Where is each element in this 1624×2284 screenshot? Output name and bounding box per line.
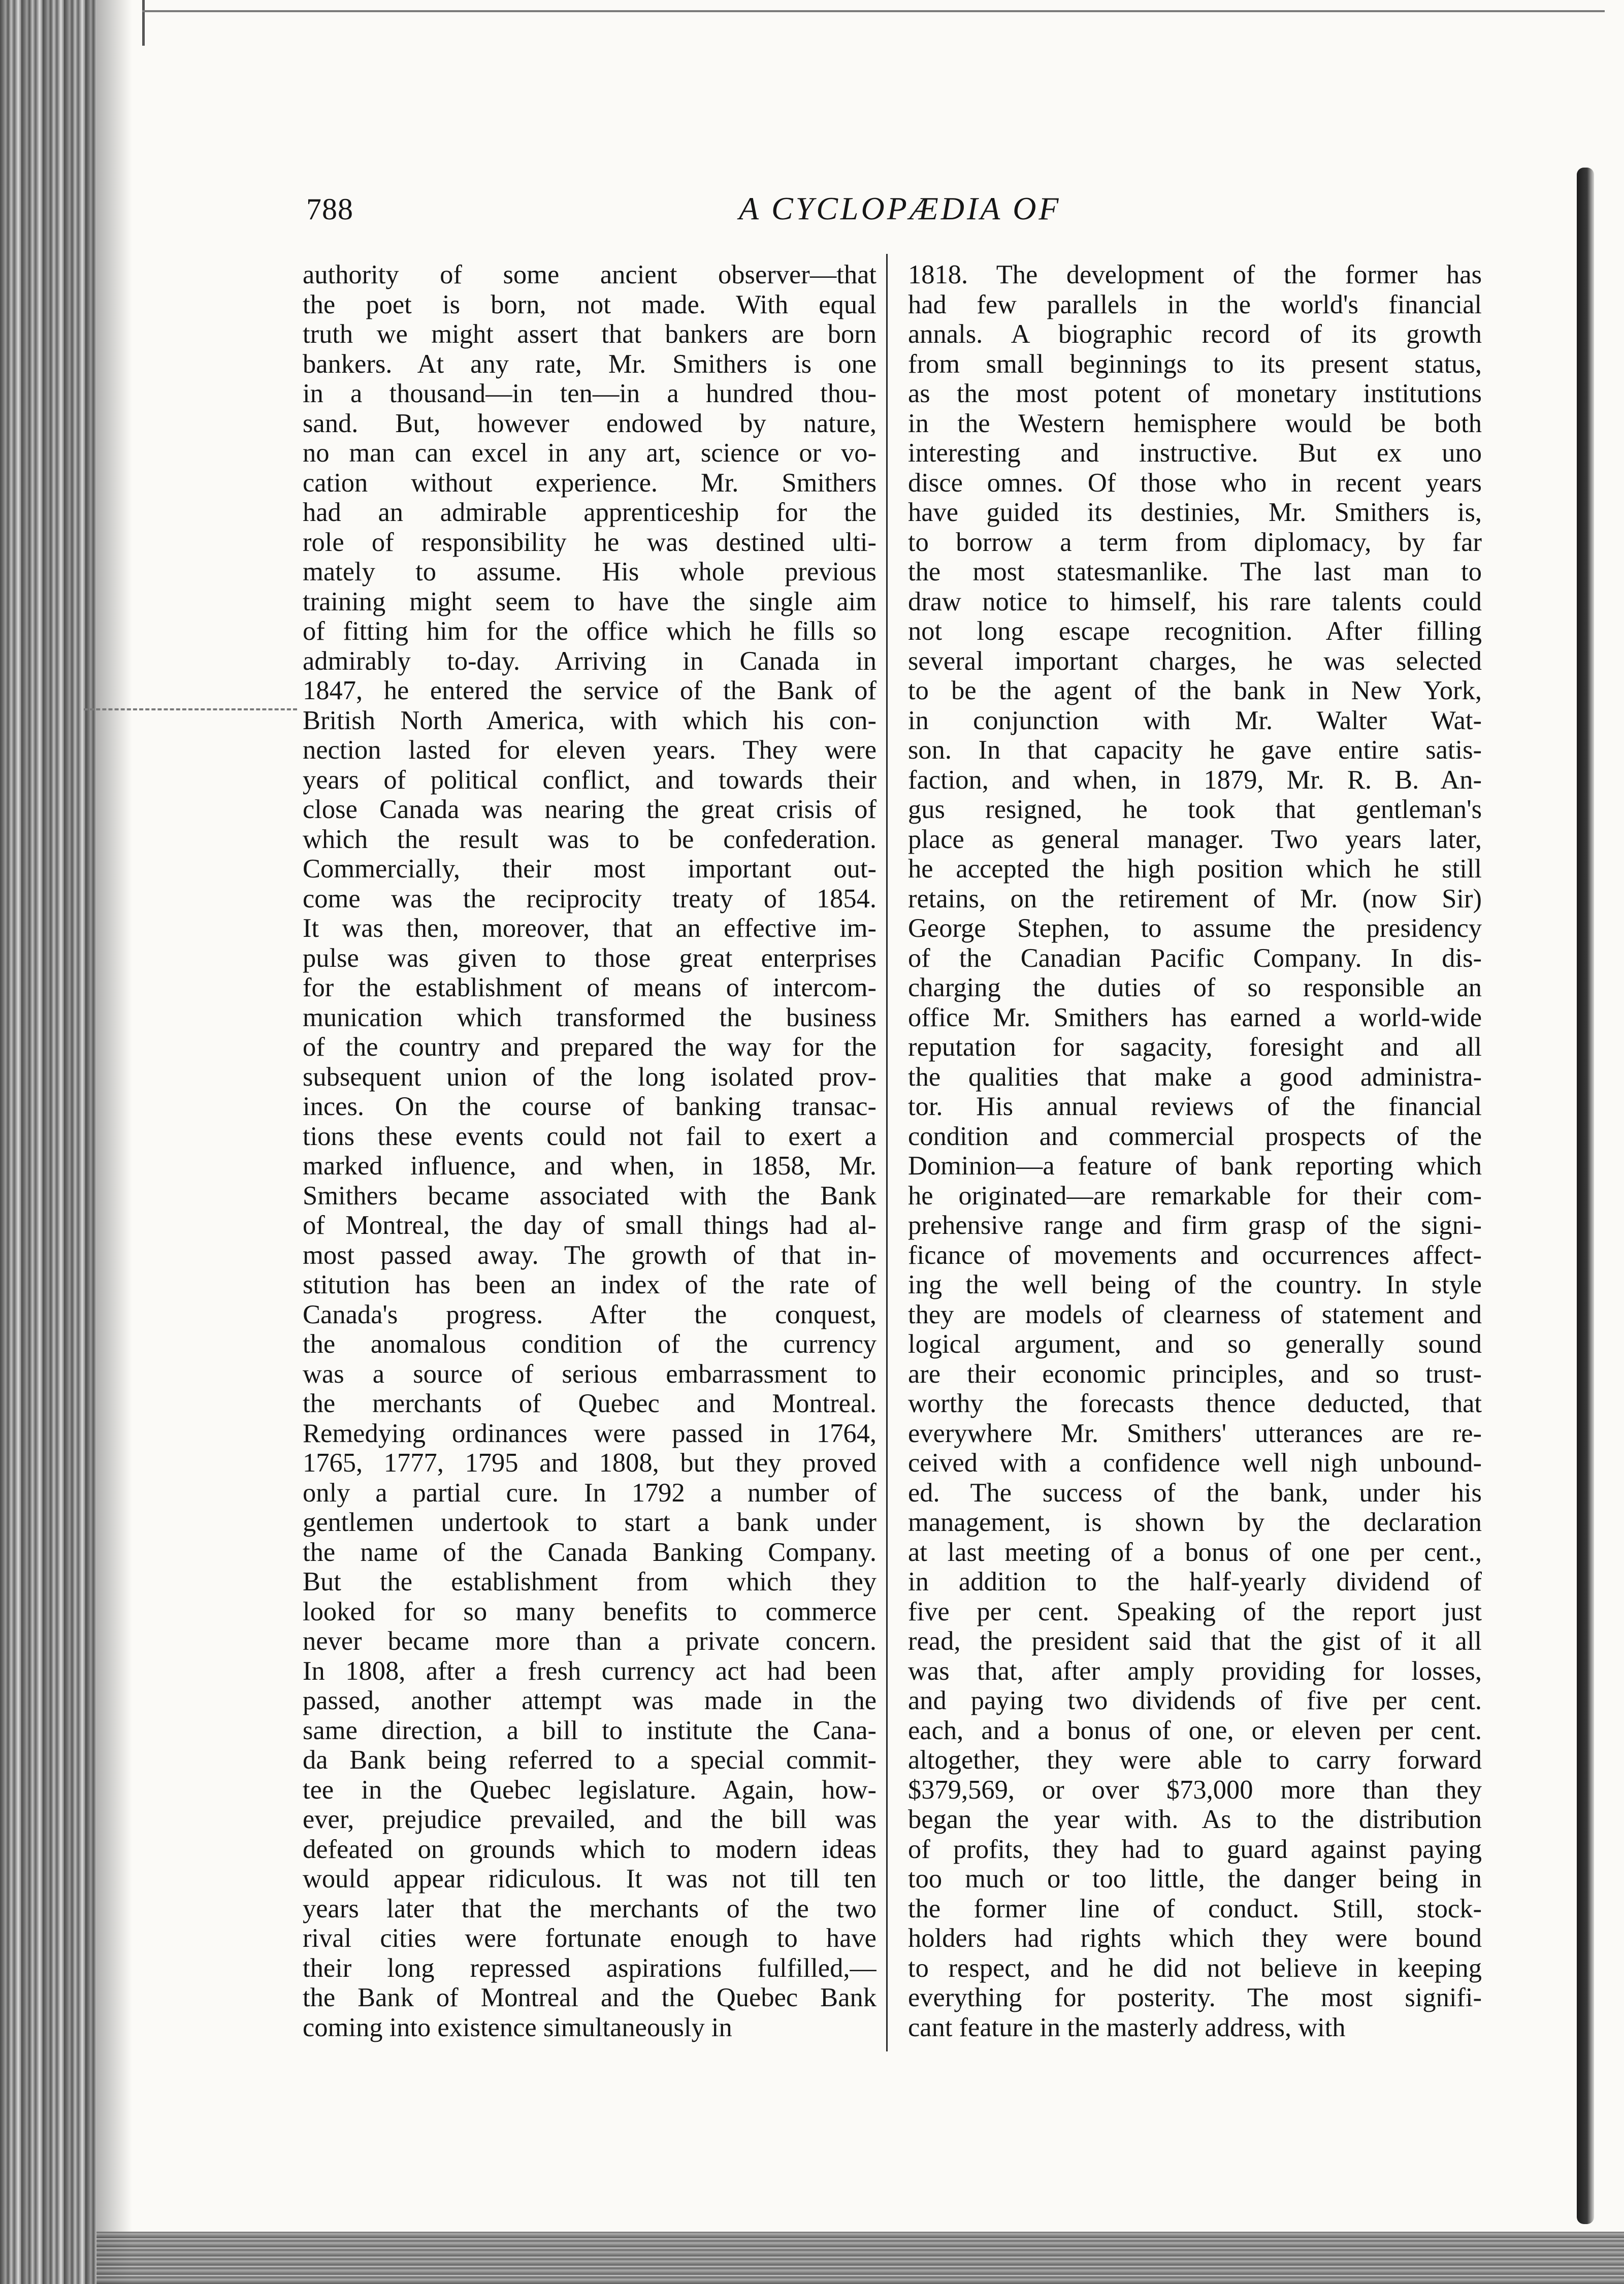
text-line: as the most potent of monetary institutions <box>908 379 1482 408</box>
text-line: management, is shown by the declaration <box>908 1508 1482 1537</box>
left-text-column <box>303 260 876 2042</box>
text-line: too much or too little, the danger being in <box>908 1864 1482 1894</box>
text-line: worthy the forecasts thence deducted, that <box>908 1389 1482 1418</box>
text-line: draw notice to himself, his rare talents could <box>908 586 1482 616</box>
text-line: to borrow a term from diplomacy, by far <box>908 527 1482 557</box>
text-line: was that, after amply providing for losses, <box>908 1656 1482 1686</box>
running-title: A CYCLOPÆDIA OF <box>739 190 1061 226</box>
text-line: to be the agent of the bank in New York, <box>908 676 1482 705</box>
text-line: are their economic principles, and so trust- <box>908 1359 1482 1389</box>
text-line: passed, another attempt was made in the <box>303 1686 876 1715</box>
text-line: bankers. At any rate, Mr. Smithers is one <box>303 349 876 379</box>
text-line: admirably to-day. Arriving in Canada in <box>303 646 876 676</box>
text-line: only a partial cure. In 1792 a number of <box>303 1478 876 1508</box>
text-line: come was the reciprocity treaty of 1854. <box>303 884 876 913</box>
text-line: the merchants of Quebec and Montreal. <box>303 1389 876 1418</box>
text-line: of fitting him for the office which he fills so <box>303 616 876 646</box>
text-line: the anomalous condition of the currency <box>303 1329 876 1359</box>
text-line: the poet is born, not made. With equal <box>303 289 876 319</box>
text-line: Remedying ordinances were passed in 1764, <box>303 1418 876 1448</box>
text-line: cant feature in the masterly address, with <box>908 2012 1346 2042</box>
text-line: Dominion—a feature of bank reporting which <box>908 1151 1482 1181</box>
text-line: everything for posterity. The most signifi- <box>908 1983 1482 2012</box>
text-line: $379,569, or over $73,000 more than they <box>908 1775 1482 1805</box>
text-line: in a thousand—in ten—in a hundred thou- <box>303 379 876 408</box>
text-line: same direction, a bill to institute the Cana- <box>303 1715 876 1745</box>
text-line: in the Western hemisphere would be both <box>908 408 1482 438</box>
text-line: ficance of movements and occurrences affect- <box>908 1240 1482 1270</box>
text-line: in conjunction with Mr. Walter Wat- <box>908 705 1482 735</box>
text-line: It was then, moreover, that an effective im- <box>303 913 876 943</box>
text-line: to respect, and he did not believe in keeping <box>908 1953 1482 1983</box>
text-line: pulse was given to those great enterprises <box>303 943 876 973</box>
text-line: Commercially, their most important out- <box>303 854 876 884</box>
text-line: 1765, 1777, 1795 and 1808, but they proved <box>303 1448 876 1478</box>
text-line: five per cent. Speaking of the report just <box>908 1596 1482 1626</box>
text-line: stitution has been an index of the rate of <box>303 1270 876 1299</box>
text-line: In 1808, after a fresh currency act had been <box>303 1656 876 1686</box>
book-binding-edge <box>0 0 96 2284</box>
text-line: gentlemen undertook to start a bank under <box>303 1508 876 1537</box>
text-line: training might seem to have the single aim <box>303 586 876 616</box>
text-line: would appear ridiculous. It was not till ten <box>303 1864 876 1894</box>
right-page-edge-shadow <box>1577 168 1594 2224</box>
text-line: 1847, he entered the service of the Bank of <box>303 676 876 705</box>
text-line: had few parallels in the world's financial <box>908 289 1482 319</box>
text-line: charging the duties of so responsible an <box>908 973 1482 1002</box>
text-line: tor. His annual reviews of the financial <box>908 1092 1482 1121</box>
text-line: looked for so many benefits to commerce <box>303 1596 876 1626</box>
text-line: 1818. The development of the former has <box>908 260 1482 289</box>
text-line: everywhere Mr. Smithers' utterances are re- <box>908 1418 1482 1448</box>
text-line: at last meeting of a bonus of one per cent., <box>908 1537 1482 1567</box>
text-line: munication which transformed the business <box>303 1002 876 1032</box>
text-line: Smithers became associated with the Bank <box>303 1181 876 1211</box>
text-line: nection lasted for eleven years. They were <box>303 735 876 765</box>
bottom-page-edge <box>96 2232 1624 2284</box>
text-line: mately to assume. His whole previous <box>303 557 876 586</box>
text-line: the most statesmanlike. The last man to <box>908 557 1482 586</box>
text-line: reputation for sagacity, foresight and all <box>908 1032 1482 1062</box>
text-line: began the year with. As to the distribution <box>908 1805 1482 1834</box>
text-line: place as general manager. Two years later, <box>908 824 1482 854</box>
text-line: role of responsibility he was destined ulti- <box>303 527 876 557</box>
text-line: tions these events could not fail to exert a <box>303 1121 876 1151</box>
text-line: of the Canadian Pacific Company. In dis- <box>908 943 1482 973</box>
top-page-edge <box>142 10 1605 12</box>
column-divider <box>886 254 888 2051</box>
text-line: disce omnes. Of those who in recent years <box>908 468 1482 498</box>
text-line: of profits, they had to guard against paying <box>908 1834 1482 1864</box>
text-line: da Bank being referred to a special commit- <box>303 1745 876 1775</box>
text-line: for the establishment of means of intercom- <box>303 973 876 1002</box>
text-line: coming into existence simultaneously in <box>303 2012 732 2042</box>
text-line: altogether, they were able to carry forward <box>908 1745 1482 1775</box>
text-line: ceived with a confidence well nigh unbound- <box>908 1448 1482 1478</box>
text-line: from small beginnings to its present status, <box>908 349 1482 379</box>
text-line: of Montreal, the day of small things had al- <box>303 1211 876 1240</box>
text-line: annals. A biographic record of its growth <box>908 319 1482 349</box>
text-line: years of political conflict, and towards their <box>303 765 876 795</box>
text-line: of the country and prepared the way for the <box>303 1032 876 1062</box>
text-line: George Stephen, to assume the presidency <box>908 913 1482 943</box>
text-line: holders had rights which they were bound <box>908 1923 1482 1953</box>
text-line: no man can excel in any art, science or vo- <box>303 438 876 468</box>
binding-shadow <box>96 0 132 2284</box>
text-line: never became more than a private concern. <box>303 1626 876 1656</box>
text-line: their long repressed aspirations fulfilled,— <box>303 1953 876 1983</box>
right-text-column <box>908 260 1482 2042</box>
text-line: retains, on the retirement of Mr. (now Sir) <box>908 884 1482 913</box>
text-line: the former line of conduct. Still, stock- <box>908 1894 1482 1923</box>
text-line: authority of some ancient observer—that <box>303 260 876 289</box>
text-line: condition and commercial prospects of the <box>908 1121 1482 1151</box>
page-number: 788 <box>306 192 353 226</box>
text-line: read, the president said that the gist of it all <box>908 1626 1482 1656</box>
page-curl-mark <box>142 0 165 46</box>
text-line: he accepted the high position which he still <box>908 854 1482 884</box>
text-line: they are models of clearness of statement and <box>908 1299 1482 1329</box>
text-line: office Mr. Smithers has earned a world-wide <box>908 1002 1482 1032</box>
text-line: logical argument, and so generally sound <box>908 1329 1482 1359</box>
text-line: ever, prejudice prevailed, and the bill was <box>303 1805 876 1834</box>
text-line: gus resigned, he took that gentleman's <box>908 795 1482 824</box>
text-line: prehensive range and firm grasp of the signi- <box>908 1211 1482 1240</box>
text-line: truth we might assert that bankers are born <box>303 319 876 349</box>
text-line: he originated—are remarkable for their com- <box>908 1181 1482 1211</box>
text-line: ed. The success of the bank, under his <box>908 1478 1482 1508</box>
text-line: defeated on grounds which to modern ideas <box>303 1834 876 1864</box>
text-line: and paying two dividends of five per cent. <box>908 1686 1482 1715</box>
text-line: sand. But, however endowed by nature, <box>303 408 876 438</box>
text-line: son. In that capacity he gave entire satis- <box>908 735 1482 765</box>
text-line: marked influence, and when, in 1858, Mr. <box>303 1151 876 1181</box>
text-line: the Bank of Montreal and the Quebec Bank <box>303 1983 876 2012</box>
text-line: not long escape recognition. After filling <box>908 616 1482 646</box>
text-line: subsequent union of the long isolated prov- <box>303 1062 876 1092</box>
text-line: the name of the Canada Banking Company. <box>303 1537 876 1567</box>
text-line: ing the well being of the country. In style <box>908 1270 1482 1299</box>
text-line: several important charges, he was selected <box>908 646 1482 676</box>
text-line: interesting and instructive. But ex uno <box>908 438 1482 468</box>
text-line: But the establishment from which they <box>303 1567 876 1596</box>
text-line: inces. On the course of banking transac- <box>303 1092 876 1121</box>
text-line: tee in the Quebec legislature. Again, how- <box>303 1775 876 1805</box>
text-line: Canada's progress. After the conquest, <box>303 1299 876 1329</box>
text-line: British North America, with which his con- <box>303 705 876 735</box>
text-line: have guided its destinies, Mr. Smithers is, <box>908 498 1482 527</box>
text-line: the qualities that make a good administra- <box>908 1062 1482 1092</box>
text-line: each, and a bonus of one, or eleven per cent. <box>908 1715 1482 1745</box>
text-line: close Canada was nearing the great crisis of <box>303 795 876 824</box>
text-line: cation without experience. Mr. Smithers <box>303 468 876 498</box>
text-line: had an admirable apprenticeship for the <box>303 498 876 527</box>
text-line: years later that the merchants of the two <box>303 1894 876 1923</box>
text-line: which the result was to be confederation. <box>303 824 876 854</box>
margin-dash-mark <box>84 708 297 710</box>
text-line: faction, and when, in 1879, Mr. R. B. An- <box>908 765 1482 795</box>
text-line: in addition to the half-yearly dividend of <box>908 1567 1482 1596</box>
text-line: most passed away. The growth of that in- <box>303 1240 876 1270</box>
text-line: was a source of serious embarrassment to <box>303 1359 876 1389</box>
text-line: rival cities were fortunate enough to have <box>303 1923 876 1953</box>
